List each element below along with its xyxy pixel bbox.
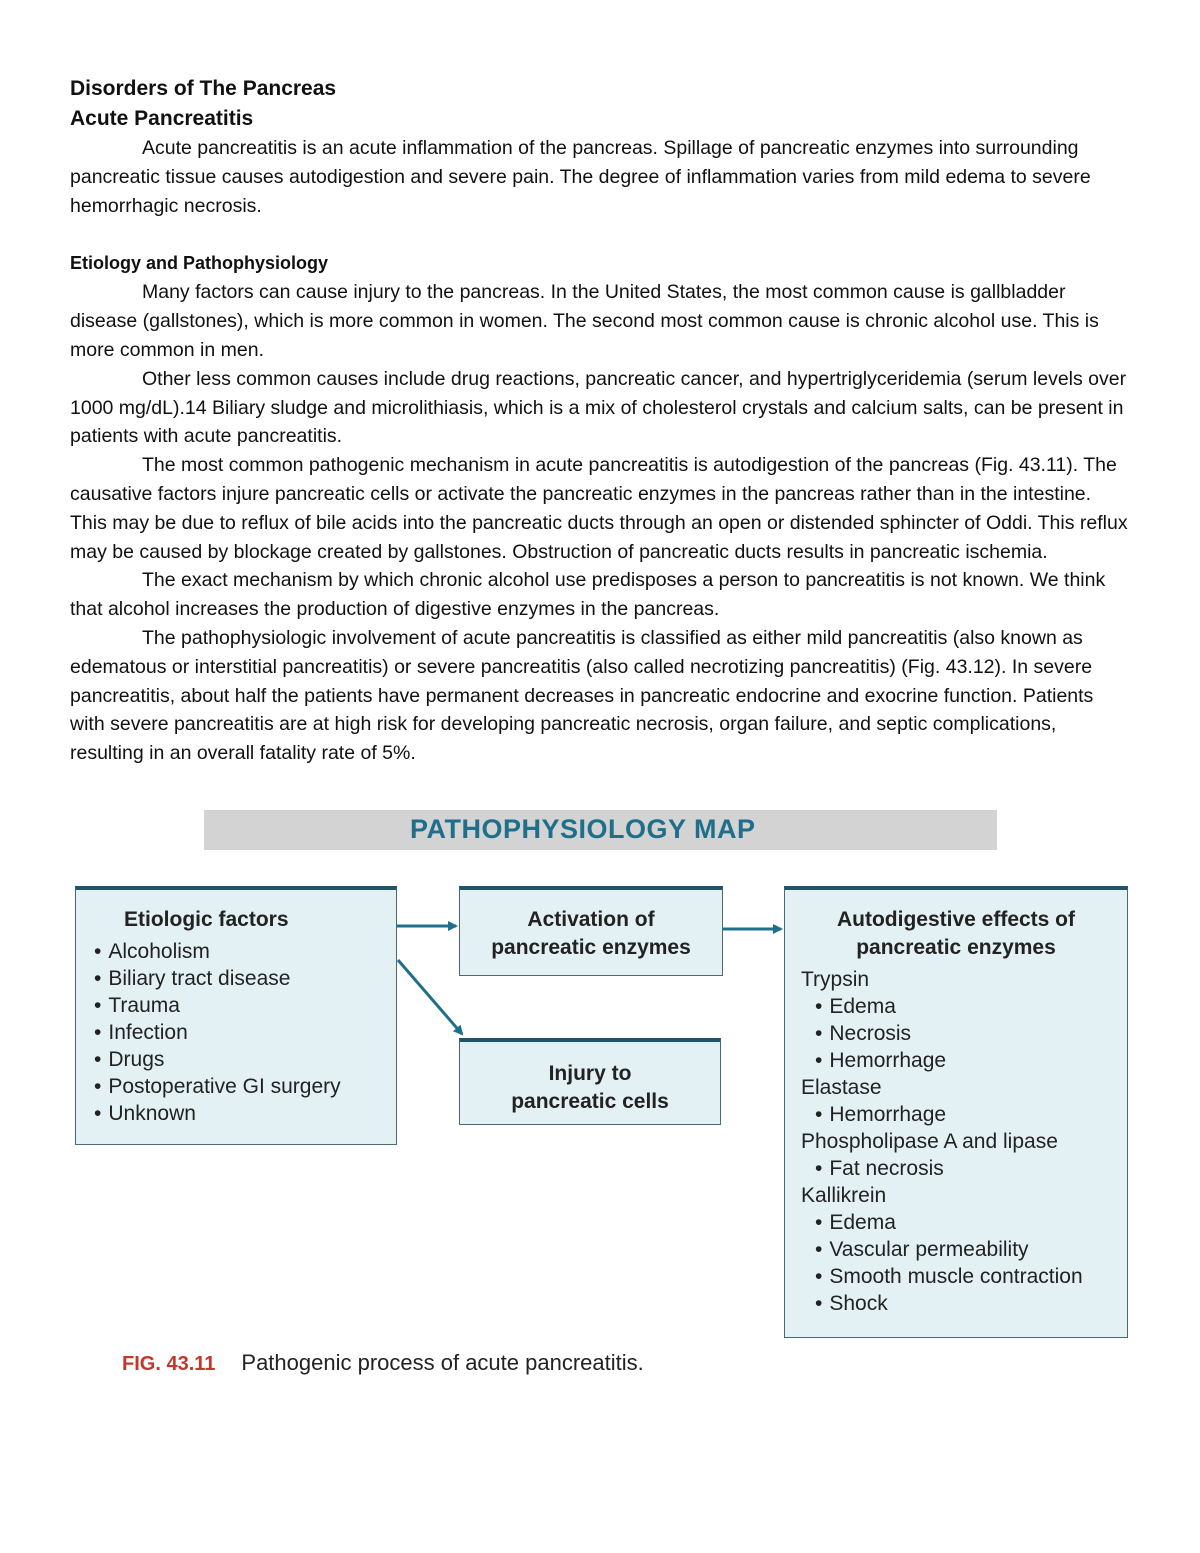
autodigestive-list xyxy=(801,966,1127,1317)
list-item: • Infection xyxy=(94,1019,396,1046)
list-item: • Trauma xyxy=(94,992,396,1019)
autodigestive-effects-box xyxy=(784,886,1128,1338)
list-item: • Edema xyxy=(801,993,1127,1020)
list-item: • Drugs xyxy=(94,1046,396,1073)
activation-line-1: Activation of xyxy=(527,908,655,931)
intro-paragraph: Acute pancreatitis is an acute inflammation of the pancreas. Spillage of pancreatic enzymes into surrounding pancreatic tissue causes autodigestion and severe pain. The degree of inflammation varies from mild edema to severe hemorrhagic necrosis. xyxy=(70,137,1091,217)
banner-label: PATHOPHYSIOLOGY MAP xyxy=(410,814,756,844)
document-title: Disorders of The Pancreas xyxy=(70,77,337,100)
paragraph-5: The pathophysiologic involvement of acute pancreatitis is classified as either mild pancreatitis (also known as edematous or interstitial pancreatitis) or severe pancreatitis (also called necrotizing pancreatitis) (Fig. 43.12). In severe pancreatitis, about half the patients have permanent decreases in pancreatic endocrine and exocrine function. Patients with severe pancreatitis are at high risk for developing pancreatic necrosis, organ failure, and septic complications, resulting in an overall fatality rate of 5%. xyxy=(70,626,1094,765)
caption-label: FIG. 43.11 xyxy=(122,1353,216,1375)
group-trypsin: Trypsin xyxy=(801,968,870,991)
list-item: • Alcoholism xyxy=(94,938,396,965)
pathophysiology-map-banner xyxy=(204,810,997,850)
list-item: • Shock xyxy=(801,1290,1127,1317)
autodigestive-line-2: pancreatic enzymes xyxy=(856,936,1056,959)
list-item: • Postoperative GI surgery xyxy=(94,1073,396,1100)
arrow-etiologic-to-injury xyxy=(398,960,462,1034)
group-phospholipase: Phospholipase A and lipase xyxy=(801,1130,1058,1153)
subsection-heading: Etiology and Pathophysiology xyxy=(70,253,329,274)
paragraph-1: Many factors can cause injury to the pancreas. In the United States, the most common cause is gallbladder disease (gallstones), which is more common in women. The second most common cause is chronic alcohol use. This is more common in men. xyxy=(70,281,1099,361)
activation-line-2: pancreatic enzymes xyxy=(491,936,691,959)
list-item: • Unknown xyxy=(94,1100,396,1127)
injury-line-1: Injury to xyxy=(548,1062,632,1085)
document-body xyxy=(70,74,1132,768)
caption-text: Pathogenic process of acute pancreatitis. xyxy=(241,1350,644,1375)
list-item: • Necrosis xyxy=(801,1020,1127,1047)
injury-line-2: pancreatic cells xyxy=(511,1090,669,1113)
paragraph-2: Other less common causes include drug reactions, pancreatic cancer, and hypertriglyceridemia (serum levels over 1000 mg/dL).14 Biliary sludge and microlithiasis, which is a mix of cholesterol crystals and calcium salts, can be present in patients with acute pancreatitis. xyxy=(70,367,1127,448)
list-item: • Biliary tract disease xyxy=(94,965,396,992)
group-kallikrein: Kallikrein xyxy=(801,1184,887,1207)
etiologic-factors-list xyxy=(94,938,396,1127)
list-item: • Edema xyxy=(801,1209,1127,1236)
autodigestive-line-1: Autodigestive effects of xyxy=(836,908,1076,931)
section-heading: Acute Pancreatitis xyxy=(70,107,254,130)
list-item: • Hemorrhage xyxy=(801,1047,1127,1074)
list-item: • Smooth muscle contraction xyxy=(801,1263,1127,1290)
figure-caption xyxy=(122,1350,644,1376)
etiologic-factors-box xyxy=(75,886,397,1145)
activation-box xyxy=(459,886,723,976)
group-elastase: Elastase xyxy=(801,1076,882,1099)
etiologic-factors-title: Etiologic factors xyxy=(124,908,289,931)
list-item: • Vascular permeability xyxy=(801,1236,1127,1263)
list-item: • Fat necrosis xyxy=(801,1155,1127,1182)
paragraph-3: The most common pathogenic mechanism in acute pancreatitis is autodigestion of the pancreas (Fig. 43.11). The causative factors injure pancreatic cells or activate the pancreatic enzymes in the pancreas rather than in the intestine. This may be due to reflux of bile acids into the pancreatic ducts through an open or distended sphincter of Oddi. This reflux may be caused by blockage created by gallstones. Obstruction of pancreatic ducts results in pancreatic ischemia. xyxy=(70,454,1128,563)
paragraph-4: The exact mechanism by which chronic alcohol use predisposes a person to pancreatitis is not known. We think that alcohol increases the production of digestive enzymes in the pancreas. xyxy=(70,569,1106,621)
injury-box xyxy=(459,1038,721,1125)
list-item: • Hemorrhage xyxy=(801,1101,1127,1128)
